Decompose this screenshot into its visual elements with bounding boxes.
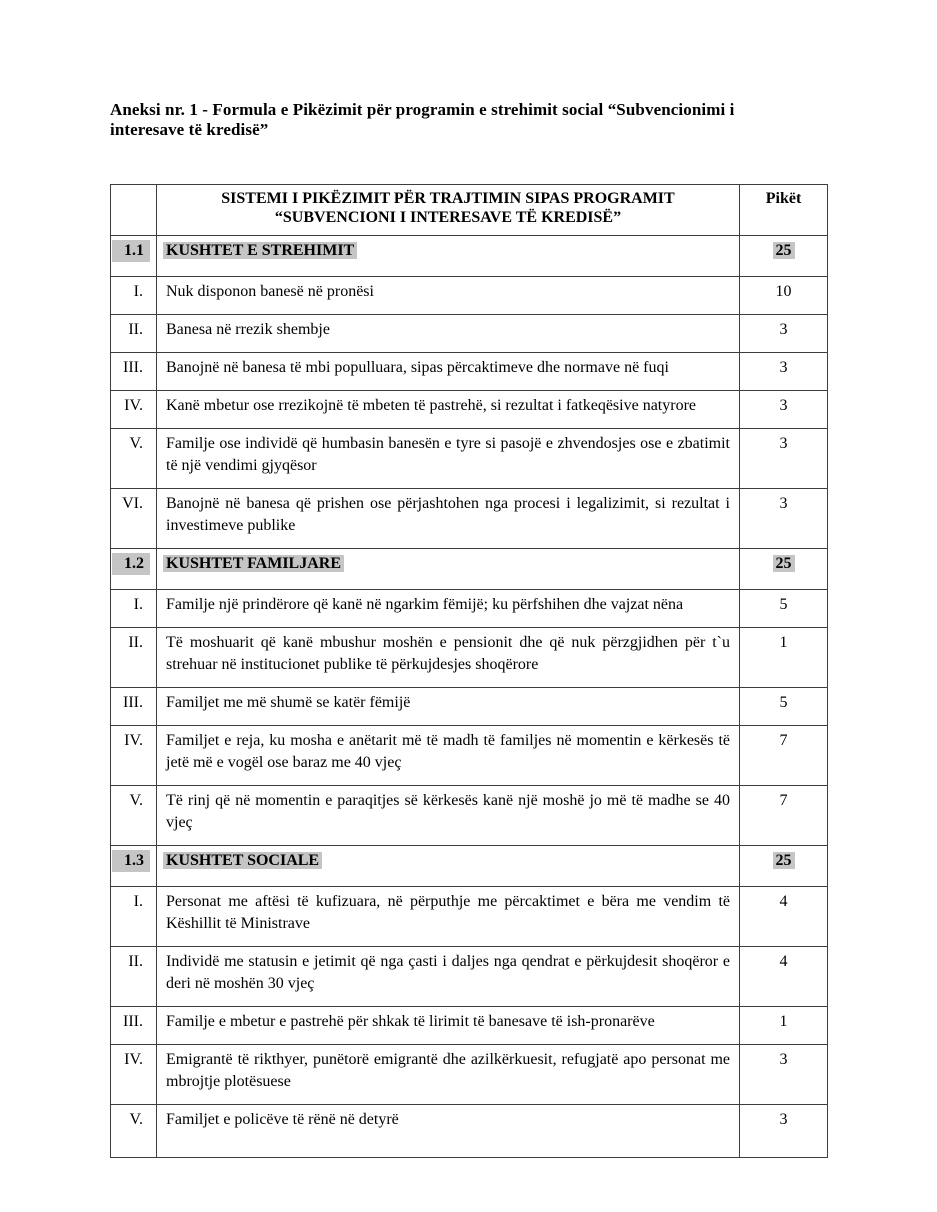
- table-row: [111, 947, 828, 1007]
- table-row: [111, 315, 828, 353]
- row-number-cell: [111, 236, 157, 277]
- row-points: 3: [779, 397, 788, 414]
- row-number: IV.: [124, 1051, 143, 1068]
- table-row: [111, 726, 828, 786]
- header-title-line2: “SUBVENCIONI I INTERESAVE TË KREDISË”: [274, 209, 622, 226]
- row-number-cell: [111, 391, 157, 429]
- row-number: V.: [129, 1111, 143, 1128]
- row-description-cell: [157, 236, 740, 277]
- row-description-cell: [157, 628, 740, 688]
- row-description-cell: [157, 489, 740, 549]
- row-points: 5: [779, 694, 788, 711]
- row-number: II.: [128, 634, 143, 651]
- row-points-cell: [740, 429, 828, 489]
- row-number-cell: [111, 887, 157, 947]
- row-number-cell: [111, 786, 157, 846]
- table-row: [111, 277, 828, 315]
- document-title: Aneksi nr. 1 - Formula e Pikëzimit për programin e strehimit social “Subvencionimi i interesave të kredisë”: [110, 100, 735, 139]
- table-row: [111, 786, 828, 846]
- row-description-cell: [157, 887, 740, 947]
- table-row: [111, 846, 828, 887]
- row-number: 1.3: [112, 850, 150, 872]
- table-row: [111, 353, 828, 391]
- row-description: Banojnë në banesa të mbi populluara, sipas përcaktimeve dhe normave në fuqi: [166, 359, 669, 376]
- row-points: 5: [779, 596, 788, 613]
- row-points-cell: [740, 236, 828, 277]
- row-description: KUSHTET E STREHIMIT: [163, 242, 357, 259]
- row-description-cell: [157, 1105, 740, 1158]
- row-points-cell: [740, 590, 828, 628]
- row-description-cell: [157, 315, 740, 353]
- row-points: 1: [779, 634, 788, 651]
- header-number-cell: [111, 185, 157, 236]
- row-number: IV.: [124, 732, 143, 749]
- row-number: III.: [123, 1013, 143, 1030]
- row-number-cell: [111, 947, 157, 1007]
- row-description: Emigrantë të rikthyer, punëtorë emigrantë dhe azilkërkuesit, refugjatë apo personat me mbrojtje plotësuese: [166, 1051, 730, 1090]
- row-points-cell: [740, 1045, 828, 1105]
- row-description-cell: [157, 688, 740, 726]
- row-points-cell: [740, 1007, 828, 1045]
- table-row: [111, 688, 828, 726]
- row-description: Familjet e policëve të rënë në detyrë: [166, 1111, 399, 1128]
- row-description: Familjet me më shumë se katër fëmijë: [166, 694, 411, 711]
- row-points: 25: [773, 242, 795, 259]
- row-points-cell: [740, 947, 828, 1007]
- table-row: [111, 590, 828, 628]
- table-row: [111, 887, 828, 947]
- table-row: [111, 1007, 828, 1045]
- row-description: Familje ose individë që humbasin banesën e tyre si pasojë e zhvendosjes ose e zbatimit të një vendimi gjyqësor: [166, 435, 730, 474]
- row-number: 1.1: [112, 240, 150, 262]
- row-number: II.: [128, 953, 143, 970]
- row-number-cell: [111, 549, 157, 590]
- row-number-cell: [111, 688, 157, 726]
- row-description-cell: [157, 786, 740, 846]
- row-number-cell: [111, 846, 157, 887]
- row-description: Personat me aftësi të kufizuara, në përputhje me përcaktimet e bëra me vendim të Këshillit të Ministrave: [166, 893, 730, 932]
- row-description: Familje e mbetur e pastrehë për shkak të lirimit të banesave të ish-pronarëve: [166, 1013, 655, 1030]
- row-points: 3: [779, 1051, 788, 1068]
- row-points: 4: [779, 953, 788, 970]
- table-row: [111, 549, 828, 590]
- row-points-cell: [740, 628, 828, 688]
- row-number-cell: [111, 277, 157, 315]
- row-description: Të moshuarit që kanë mbushur moshën e pensionit dhe që nuk përzgjidhen për t`u strehuar në institucionet publike të përkujdesjes shoqërore: [166, 634, 730, 673]
- table-body: [111, 236, 828, 1158]
- row-number-cell: [111, 1007, 157, 1045]
- row-number: VI.: [122, 495, 143, 512]
- row-description: KUSHTET FAMILJARE: [163, 555, 344, 572]
- row-description-cell: [157, 429, 740, 489]
- row-description: Individë me statusin e jetimit që nga çasti i daljes nga qendrat e përkujdesit shoqëror e deri në moshën 30 vjeç: [166, 953, 730, 992]
- row-points-cell: [740, 887, 828, 947]
- table-row: [111, 1105, 828, 1158]
- row-description-cell: [157, 590, 740, 628]
- row-description-cell: [157, 1007, 740, 1045]
- row-description-cell: [157, 353, 740, 391]
- row-number: III.: [123, 359, 143, 376]
- row-description-cell: [157, 391, 740, 429]
- row-number-cell: [111, 628, 157, 688]
- row-points-cell: [740, 1105, 828, 1158]
- row-description: Të rinj që në momentin e paraqitjes së kërkesës kanë një moshë jo më të madhe se 40 vjeç: [166, 792, 730, 831]
- row-description: Banesa në rrezik shembje: [166, 321, 330, 338]
- row-description: Kanë mbetur ose rrezikojnë të mbeten të pastrehë, si rezultat i fatkeqësive natyrore: [166, 397, 696, 414]
- row-description: Familjet e reja, ku mosha e anëtarit më të madh të familjes në momentin e kërkesës të jetë më e vogël ose baraz me 40 vjeç: [166, 732, 730, 771]
- row-number: II.: [128, 321, 143, 338]
- row-points-cell: [740, 688, 828, 726]
- row-description: Banojnë në banesa që prishen ose përjashtohen nga procesi i legalizimit, si rezultat i investimeve publike: [166, 495, 730, 534]
- table-row: [111, 429, 828, 489]
- row-number: V.: [129, 792, 143, 809]
- row-points: 7: [779, 732, 788, 749]
- row-description-cell: [157, 277, 740, 315]
- row-points: 7: [779, 792, 788, 809]
- row-number-cell: [111, 726, 157, 786]
- row-points-cell: [740, 846, 828, 887]
- table-row: [111, 1045, 828, 1105]
- row-number: I.: [133, 893, 143, 910]
- table-row: [111, 236, 828, 277]
- table-row: [111, 391, 828, 429]
- row-description-cell: [157, 549, 740, 590]
- table-row: [111, 489, 828, 549]
- row-number-cell: [111, 1045, 157, 1105]
- row-description: Nuk disponon banesë në pronësi: [166, 283, 374, 300]
- row-points: 25: [773, 555, 795, 572]
- row-points: 3: [779, 495, 788, 512]
- row-number: 1.2: [112, 553, 150, 575]
- row-points: 4: [779, 893, 788, 910]
- table-row: [111, 628, 828, 688]
- row-description: Familje një prindërore që kanë në ngarkim fëmijë; ku përfshihen dhe vajzat nëna: [166, 596, 684, 613]
- row-points-cell: [740, 489, 828, 549]
- header-title-cell: [157, 185, 740, 236]
- row-points-cell: [740, 391, 828, 429]
- row-points: 3: [779, 321, 788, 338]
- row-number-cell: [111, 590, 157, 628]
- row-number: V.: [129, 435, 143, 452]
- row-number-cell: [111, 489, 157, 549]
- row-number-cell: [111, 353, 157, 391]
- row-points: 25: [773, 852, 795, 869]
- header-title-line1: SISTEMI I PIKËZIMIT PËR TRAJTIMIN SIPAS PROGRAMIT: [221, 190, 675, 207]
- row-number: IV.: [124, 397, 143, 414]
- scoring-table: [110, 184, 828, 1158]
- row-number: I.: [133, 596, 143, 613]
- row-number-cell: [111, 429, 157, 489]
- row-description-cell: [157, 846, 740, 887]
- row-description: KUSHTET SOCIALE: [163, 852, 322, 869]
- row-points: 10: [775, 283, 792, 300]
- row-description-cell: [157, 726, 740, 786]
- row-number: I.: [133, 283, 143, 300]
- row-description-cell: [157, 947, 740, 1007]
- row-points-cell: [740, 315, 828, 353]
- row-points: 3: [779, 435, 788, 452]
- row-number-cell: [111, 315, 157, 353]
- row-points-cell: [740, 549, 828, 590]
- row-points-cell: [740, 726, 828, 786]
- table-header-row: [111, 185, 828, 236]
- row-points-cell: [740, 353, 828, 391]
- row-points: 1: [779, 1013, 788, 1030]
- row-description-cell: [157, 1045, 740, 1105]
- row-points-cell: [740, 277, 828, 315]
- row-number-cell: [111, 1105, 157, 1158]
- row-points: 3: [779, 359, 788, 376]
- row-points-cell: [740, 786, 828, 846]
- row-number: III.: [123, 694, 143, 711]
- row-points: 3: [779, 1111, 788, 1128]
- header-points-cell: Pikët: [740, 185, 828, 236]
